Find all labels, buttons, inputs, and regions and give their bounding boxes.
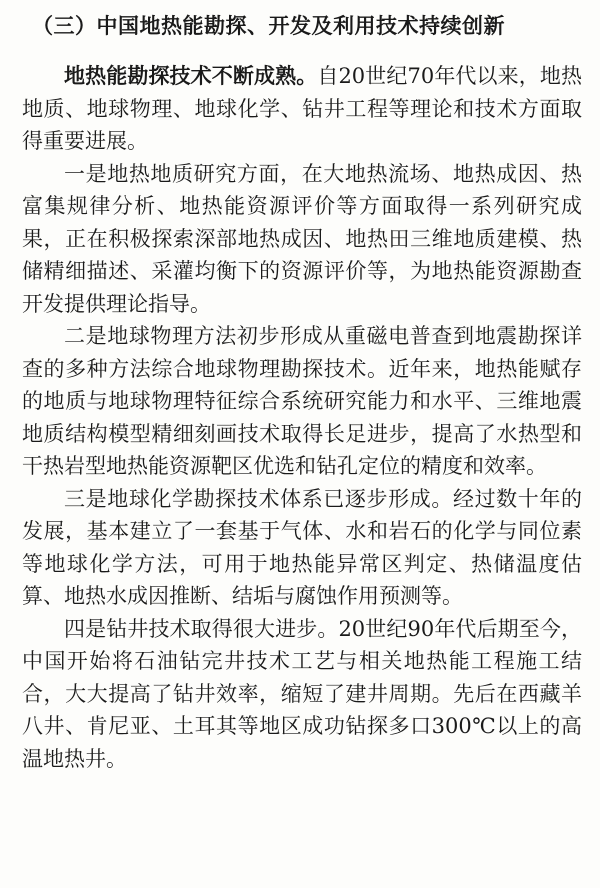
- paragraph-exploration-overview: [22, 60, 582, 158]
- paragraph-text: 二是地球物理方法初步形成从重磁电普查到地震勘探详查的多种方法综合地球物理勘探技术。近年来，地热能赋存的地质与地球物理特征综合系统研究能力和水平、三维地震地质结构模型精细刻画技术取得长足进步，提高了水热型和干热岩型地热能资源靶区优选和钻孔定位的精度和效率。: [22, 324, 582, 478]
- paragraph-drilling: [22, 613, 582, 776]
- paragraph-geophysics: [22, 320, 582, 483]
- paragraph-text: 三是地球化学勘探技术体系已逐步形成。经过数十年的发展，基本建立了一套基于气体、水和岩石的化学与同位素等地球化学方法，可用于地热能异常区判定、热储温度估算、地热水成因推断、结垢与腐蚀作用预测等。: [22, 486, 582, 608]
- paragraph-geochemistry: [22, 483, 582, 613]
- paragraph-text: 自20世纪70年代以来，地热地质、地球物理、地球化学、钻井工程等理论和技术方面取得重要进展。: [22, 64, 582, 153]
- paragraph-text: 一是地热地质研究方面，在大地热流场、地热成因、热富集规律分析、地热能资源评价等方面取得一系列研究成果，正在积极探索深部地热成因、地热田三维地质建模、热储精细描述、采灌均衡下的资源评价等，为地热能资源勘查开发提供理论指导。: [22, 161, 582, 316]
- paragraph-geology: [22, 158, 582, 321]
- paragraph-lead: 地热能勘探技术不断成熟。: [64, 64, 318, 88]
- section-heading: （三）中国地热能勘探、开发及利用技术持续创新: [32, 14, 505, 38]
- paragraph-text: 四是钻井技术取得很大进步。20世纪90年代后期至今，中国开始将石油钻完井技术工艺与相关地热能工程施工结合，大大提高了钻井效率，缩短了建井周期。先后在西藏羊八井、肯尼亚、土耳其等地区成功钻探多口300℃以上的高温地热井。: [22, 616, 582, 771]
